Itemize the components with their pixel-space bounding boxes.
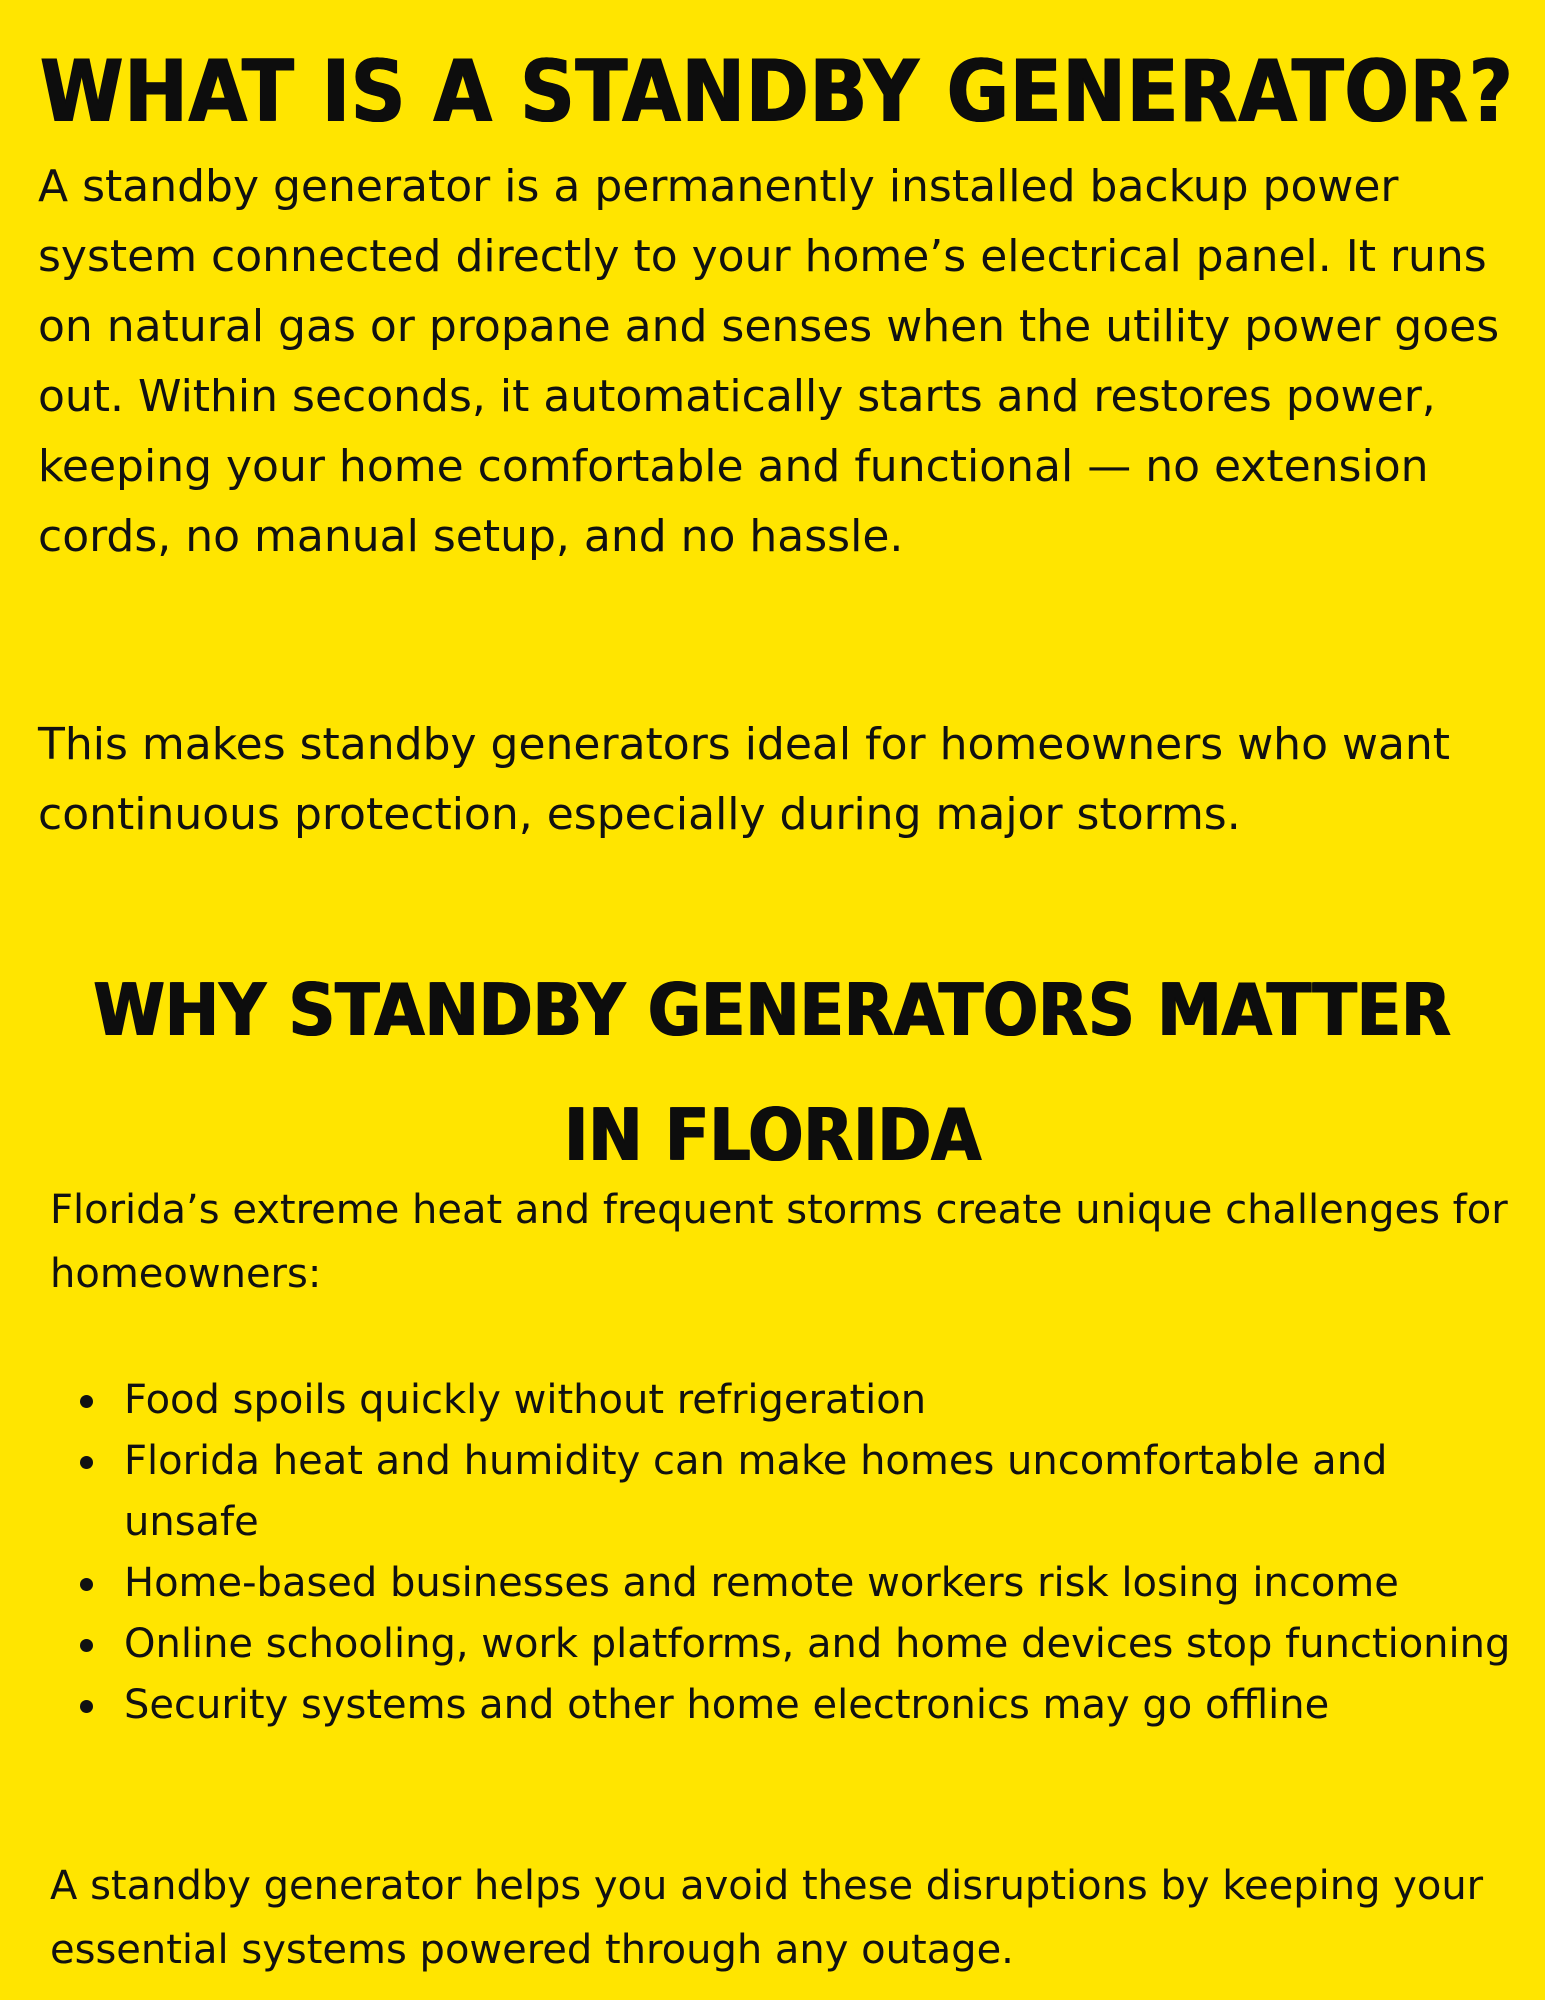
list-item-text: Food spoils quickly without refrigeration bbox=[124, 1377, 927, 1423]
bullet-icon bbox=[80, 1395, 93, 1408]
definition-paragraph: A standby generator is a permanently installed backup power system connected directly to your home’s electrical panel. It runs on natural gas or propane and senses when the utility power goes out. Within seconds, it automatically starts and restores power, keeping your home comfortable and functional — no extension cords, no manual setup, and no hassle. bbox=[38, 161, 1500, 562]
heading-line-2: IN FLORIDA bbox=[563, 1093, 982, 1177]
list-item-text: Florida heat and humidity can make homes uncomfortable and unsafe bbox=[124, 1438, 1388, 1545]
bullet-icon bbox=[80, 1639, 93, 1652]
heading-line-1: WHY STANDBY GENERATORS MATTER bbox=[93, 968, 1452, 1052]
list-item-text: Online schooling, work platforms, and home devices stop functioning bbox=[124, 1621, 1511, 1667]
challenges-list bbox=[70, 1370, 1524, 1736]
bullet-icon bbox=[80, 1700, 93, 1713]
list-item bbox=[124, 1431, 1524, 1553]
bullet-icon bbox=[80, 1578, 93, 1591]
florida-intro-paragraph: Florida’s extreme heat and frequent storms create unique challenges for homeowners: bbox=[50, 1187, 1508, 1297]
ideal-for-paragraph: This makes standby generators ideal for homeowners who want continuous protection, especially during major storms. bbox=[38, 719, 1451, 840]
bullet-icon bbox=[80, 1456, 93, 1469]
list-item bbox=[124, 1614, 1524, 1675]
list-item bbox=[124, 1370, 1524, 1431]
list-item bbox=[124, 1675, 1524, 1736]
section-heading-what-is: WHAT IS A STANDBY GENERATOR? bbox=[40, 42, 1514, 142]
section-heading-in-florida bbox=[0, 1075, 1545, 1195]
list-item-text: Security systems and other home electronics may go offline bbox=[124, 1682, 1330, 1728]
closing-paragraph: A standby generator helps you avoid these disruptions by keeping your essential systems powered through any outage. bbox=[50, 1863, 1484, 1973]
list-item bbox=[124, 1553, 1524, 1614]
list-item-text: Home-based businesses and remote workers risk losing income bbox=[124, 1560, 1399, 1606]
section-heading-why-matters bbox=[0, 950, 1545, 1070]
